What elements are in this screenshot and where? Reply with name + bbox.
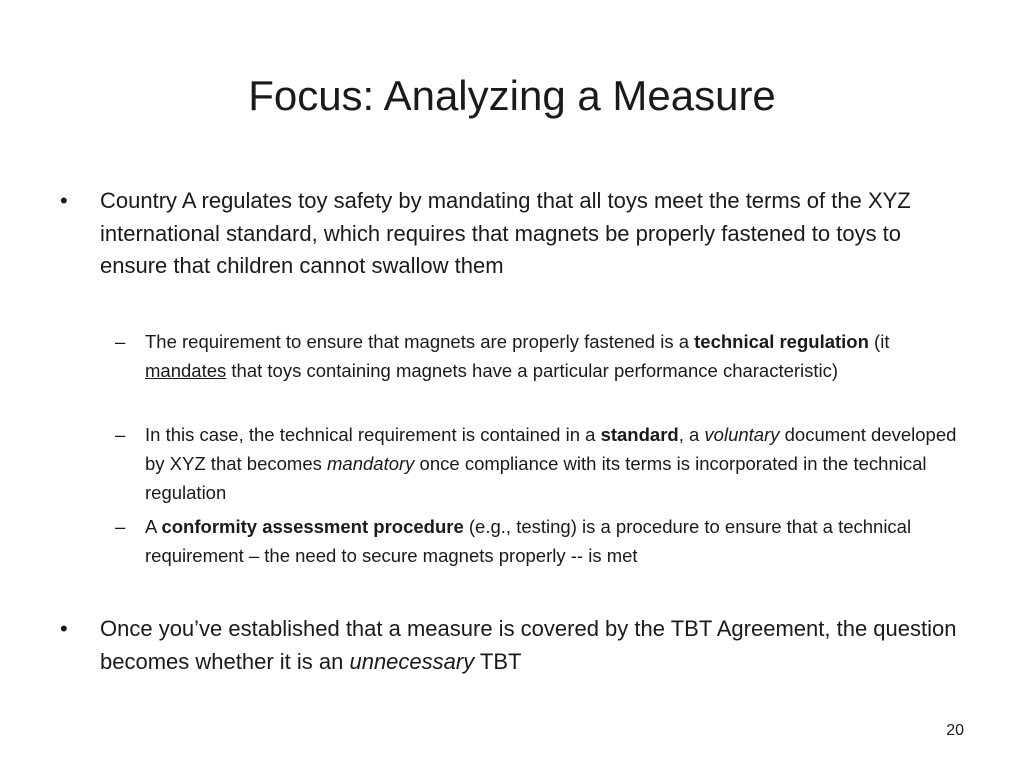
bullet-marker: •	[60, 616, 68, 641]
sub-bullet-item-2	[115, 420, 975, 507]
italic-term: voluntary	[704, 424, 780, 445]
sub-bullet-text: A	[145, 516, 162, 537]
underlined-term: mandates	[145, 360, 227, 381]
slide-title: Focus: Analyzing a Measure	[248, 72, 776, 119]
bullet-item-1	[60, 185, 970, 283]
bullet-text: TBT	[474, 648, 522, 674]
sub-bullet-text: In this case, the technical requirement is contained in a	[145, 424, 601, 445]
sub-bullet-text: that toys containing magnets have a particular performance characteristic)	[226, 360, 839, 381]
bold-term: standard	[600, 424, 679, 445]
bullet-text: Once you’ve established that a measure is covered by the TBT Agreement, the question becomes whether it is an	[100, 616, 957, 674]
page-number: 20	[946, 722, 964, 739]
sub-bullet-text: (e.g., testing) is a procedure to ensure that a technical requirement – the need to secure magnets properly -- is met	[145, 516, 912, 566]
sub-bullet-text: , a	[678, 424, 705, 445]
sub-bullet-marker: –	[115, 424, 126, 445]
bullet-marker: •	[60, 188, 68, 213]
italic-term: mandatory	[327, 453, 415, 474]
sub-bullet-item-3	[115, 512, 975, 570]
sub-bullet-marker: –	[115, 516, 126, 537]
bullet-item-2	[60, 613, 970, 678]
bold-term: technical regulation	[694, 331, 869, 352]
sub-bullet-text: (it	[868, 331, 890, 352]
italic-term: unnecessary	[349, 648, 475, 674]
bold-term: conformity assessment procedure	[161, 516, 464, 537]
sub-bullet-marker: –	[115, 331, 126, 352]
sub-bullet-text: once compliance with its terms is incorporated in the technical regulation	[145, 453, 927, 503]
bullet-text: Country A regulates toy safety by mandating that all toys meet the terms of the XYZ international standard, which requires that magnets be properly fastened to toys to ensure that children cannot swallow them	[100, 188, 911, 278]
sub-bullet-text: The requirement to ensure that magnets are properly fastened is a	[145, 331, 695, 352]
sub-bullet-item-1	[115, 327, 975, 385]
sub-bullet-text: document developed by XYZ that becomes	[145, 424, 957, 474]
